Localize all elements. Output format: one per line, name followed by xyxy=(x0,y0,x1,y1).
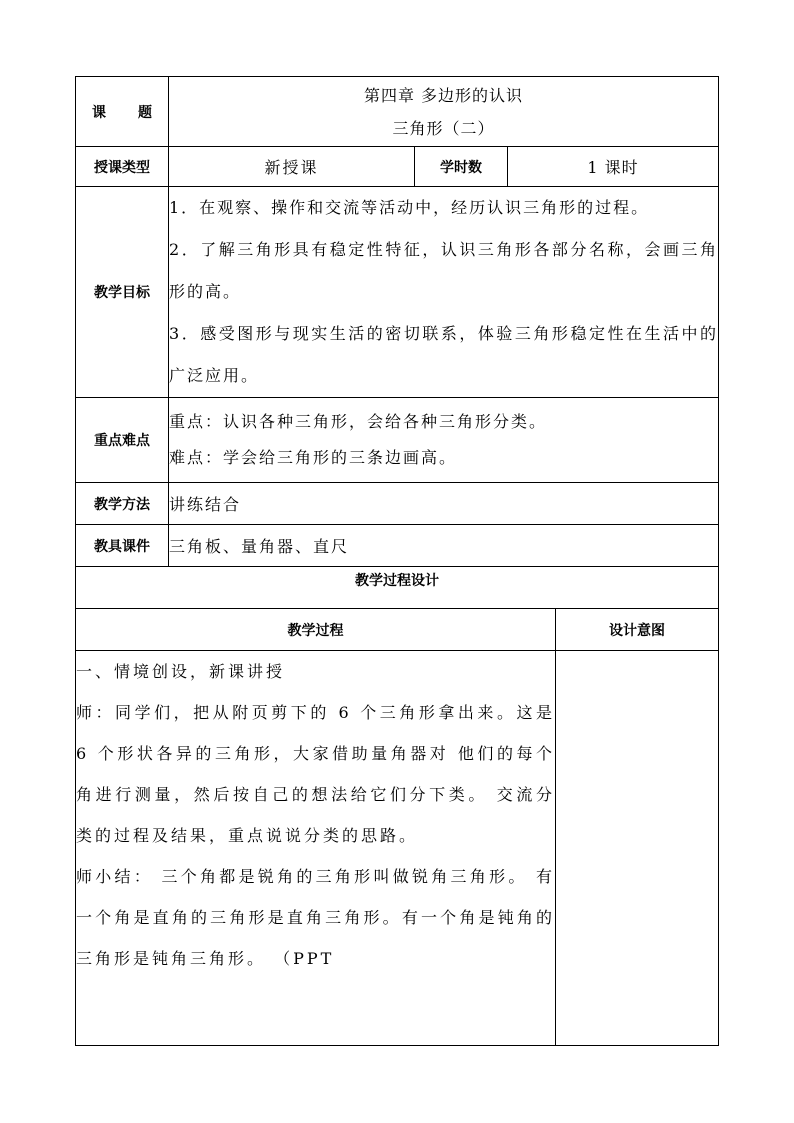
key-point-focus: 重点：认识各种三角形，会给各种三角形分类。 xyxy=(169,412,548,431)
lesson-type-row xyxy=(76,147,719,187)
key-points-row xyxy=(76,398,719,483)
lesson-plan-table xyxy=(75,76,719,1046)
method-label: 教学方法 xyxy=(76,483,169,525)
tools-value: 三角板、量角器、直尺 xyxy=(169,525,719,567)
method-row xyxy=(76,483,719,525)
objective-item-3: 3．感受图形与现实生活的密切联系，体验三角形稳定性在生活中的广泛应用。 xyxy=(169,324,719,385)
key-points-label: 重点难点 xyxy=(76,398,169,483)
process-content xyxy=(76,651,556,1046)
objectives-label: 教学目标 xyxy=(76,187,169,398)
objective-item-2: 2．了解三角形具有稳定性特征，认识三角形各部分名称，会画三角形的高。 xyxy=(169,240,719,301)
process-paragraph-1: 师：同学们，把从附页剪下的 6 个三角形拿出来。这是 6 个形状各异的三角形，大家借助量角器对 他们的每个角进行测量，然后按自己的想法给它们分下类。 交流分类的过程及结果，重点说说分类的思路。 xyxy=(76,703,555,845)
topic-label-char-2: 题 xyxy=(138,104,152,121)
intent-content xyxy=(556,651,719,1046)
method-value: 讲练结合 xyxy=(169,483,719,525)
objectives-content xyxy=(169,187,719,398)
objectives-row xyxy=(76,187,719,398)
lesson-type-label: 授课类型 xyxy=(76,147,169,187)
process-content-row xyxy=(76,651,719,1046)
intent-column-header: 设计意图 xyxy=(556,609,719,651)
tools-row xyxy=(76,525,719,567)
process-design-row xyxy=(76,567,719,609)
process-heading: 一、情境创设，新课讲授 xyxy=(76,662,286,681)
topic-title-line1: 第四章 多边形的认识 xyxy=(363,85,524,105)
objective-item-1: 1．在观察、操作和交流等活动中，经历认识三角形的过程。 xyxy=(169,198,650,217)
topic-row xyxy=(76,77,719,147)
process-header-row xyxy=(76,609,719,651)
topic-title-line2: 三角形（二） xyxy=(392,118,495,138)
topic-label xyxy=(76,77,169,147)
topic-label-char-1: 课 xyxy=(92,104,106,121)
hours-label: 学时数 xyxy=(415,147,508,187)
key-points-content xyxy=(169,398,719,483)
process-design-title: 教学过程设计 xyxy=(76,567,719,609)
lesson-type-value: 新授课 xyxy=(169,147,415,187)
key-point-difficulty: 难点：学会给三角形的三条边画高。 xyxy=(169,448,458,467)
hours-value: 1 课时 xyxy=(508,147,719,187)
tools-label: 教具课件 xyxy=(76,525,169,567)
process-column-header: 教学过程 xyxy=(76,609,556,651)
topic-title xyxy=(169,77,719,147)
process-paragraph-2: 师小结： 三个角都是锐角的三角形叫做锐角三角形。 有一个角是直角的三角形是直角三角形。有一个角是钝角的三角形是钝角三角形。 （PPT xyxy=(76,867,555,968)
